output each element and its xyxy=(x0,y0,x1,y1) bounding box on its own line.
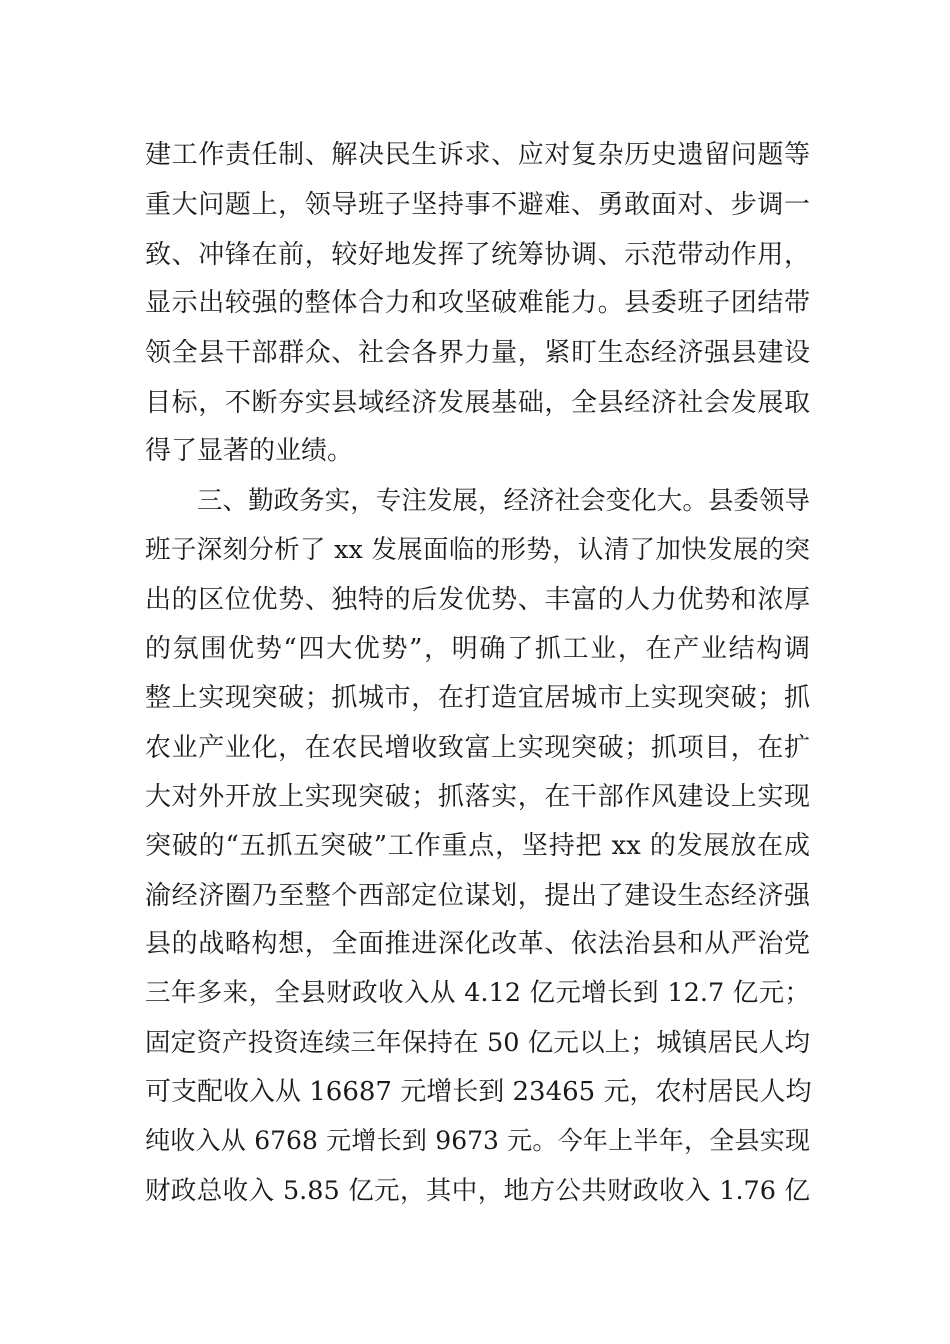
text-line-8: 三、勤政务实，专注发展，经济社会变化大。县委领导 xyxy=(197,486,810,516)
text-line-13: 农业产业化，在农民增收致富上实现突破；抓项目，在扩 xyxy=(145,733,810,763)
text-line-7: 得了显著的业绩。 xyxy=(145,436,354,466)
text-line-20: 可支配收入从 16687 元增长到 23465 元，农村居民人均 xyxy=(145,1077,812,1107)
text-line-21: 纯收入从 6768 元增长到 9673 元。今年上半年，全县实现 xyxy=(145,1126,810,1155)
text-line-5: 领全县干部群众、社会各界力量，紧盯生态经济强县建设 xyxy=(145,338,810,368)
text-line-6: 目标，不断夯实县域经济发展基础，全县经济社会发展取 xyxy=(145,388,810,418)
text-line-9: 班子深刻分析了 xx 发展面临的形势，认清了加快发展的突 xyxy=(145,535,810,565)
text-line-15: 突破的“五抓五突破”工作重点，坚持把 xx 的发展放在成 xyxy=(145,831,810,861)
text-line-2: 重大问题上，领导班子坚持事不避难、勇敢面对、步调一 xyxy=(145,190,810,220)
text-line-12: 整上实现突破；抓城市，在打造宜居城市上实现突破；抓 xyxy=(145,683,810,713)
text-line-11: 的氛围优势“四大优势”，明确了抓工业，在产业结构调 xyxy=(145,634,810,664)
text-line-10: 出的区位优势、独特的后发优势、丰富的人力优势和浓厚 xyxy=(145,585,810,615)
text-line-22: 财政总收入 5.85 亿元，其中，地方公共财政收入 1.76 亿 xyxy=(145,1176,810,1206)
text-line-18: 三年多来，全县财政收入从 4.12 亿元增长到 12.7 亿元； xyxy=(145,978,810,1008)
text-line-4: 显示出较强的整体合力和攻坚破难能力。县委班子团结带 xyxy=(145,288,810,318)
text-line-17: 县的战略构想，全面推进深化改革、依法治县和从严治党 xyxy=(145,929,810,959)
text-line-19: 固定资产投资连续三年保持在 50 亿元以上；城镇居民人均 xyxy=(145,1028,810,1058)
text-line-3: 致、冲锋在前，较好地发挥了统筹协调、示范带动作用， xyxy=(145,240,810,270)
text-line-16: 渝经济圈乃至整个西部定位谋划，提出了建设生态经济强 xyxy=(145,881,810,911)
text-line-1: 建工作责任制、解决民生诉求、应对复杂历史遗留问题等 xyxy=(145,140,810,170)
text-line-14: 大对外开放上实现突破；抓落实，在干部作风建设上实现 xyxy=(145,782,810,812)
